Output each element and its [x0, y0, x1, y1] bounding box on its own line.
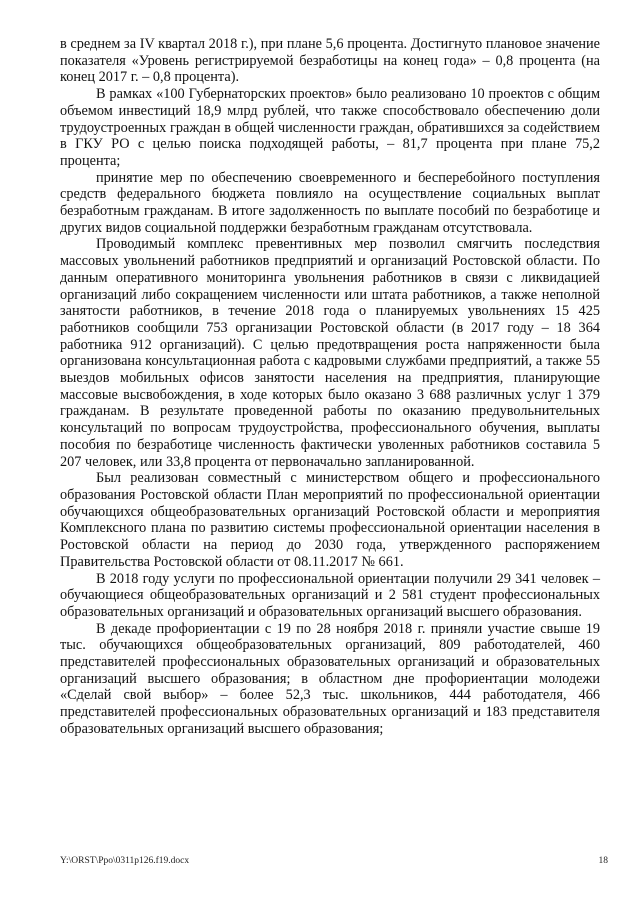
- document-body: [60, 36, 600, 738]
- paragraph-3: принятие мер по обеспечению своевременного и бесперебойного поступления средств федерального бюджета повлияло на осуществление социальных выплат безработным гражданам. В итоге задолженность по выплате пособий по безработице и других видов социальной поддержки безработным гражданам отсутствовала.: [60, 169, 600, 236]
- paragraph-7: В декаде профориентации с 19 по 28 ноября 2018 г. приняли участие свыше 19 тыс. обучающихся общеобразовательных организаций, 809 работодателей, 460 представителей профессиональных образовательных организаций и образовательных организаций высшего образования; в областном дне профориентации молодежи «Сделай свой выбор» – более 52,3 тыс. школьников, 444 работодателя, 466 представителей профессиональных образовательных организаций и 183 представителя образовательных организаций высшего образования;: [60, 620, 600, 737]
- paragraph-4: Проводимый комплекс превентивных мер позволил смягчить последствия массовых увольнений работников предприятий и организаций Ростовской области. По данным оперативного мониторинга увольнения работников в связи с ликвидацией организаций либо сокращением численности или штата работников, а также неполной занятости работников, в течение 2018 года о планируемых увольнениях 15 425 работников сообщили 753 организации Ростовской области (в 2017 году – 18 364 работника 912 организаций). С целью предотвращения роста напряженности была организована консультационная работа с кадровыми службами предприятий, а также 55 выездов мобильных офисов занятости населения на предприятия, планирующие массовые высвобождения, в ходе которых было оказано 3 688 различных услуг 1 379 гражданам. В результате проведенной работы по оказанию предувольнительных консультаций по вопросам трудоустройства, профессионального обучения, выплаты пособия по безработице численность фактически уволенных работников составила 5 207 человек, или 33,8 процента от первоначально запланированной.: [60, 236, 600, 470]
- paragraph-2: В рамках «100 Губернаторских проектов» было реализовано 10 проектов с общим объемом инвестиций 18,9 млрд рублей, что также способствовало обеспечению доли трудоустроенных граждан в общей численности граждан, обратившихся за содействием в ГКУ РО с целью поиска подходящей работы, – 81,7 процента при плане 75,2 процента;: [60, 86, 600, 169]
- paragraph-5: Был реализован совместный с министерством общего и профессионального образования Ростовской области План мероприятий по профессиональной ориентации обучающихся общеобразовательных организаций Ростовской области и мероприятия Комплексного плана по развитию системы профессиональной ориентации населения в Ростовской области на период до 2030 года, утвержденного распоряжением Правительства Ростовской области от 08.11.2017 № 661.: [60, 470, 600, 570]
- paragraph-1: в среднем за IV квартал 2018 г.), при плане 5,6 процента. Достигнуто плановое значение показателя «Уровень регистрируемой безработицы на конец года» – 0,8 процента (на конец 2017 г. – 0,8 процента).: [60, 36, 600, 86]
- footer-file-path: Y:\ORST\Ppo\0311p126.f19.docx: [60, 856, 190, 866]
- paragraph-6: В 2018 году услуги по профессиональной ориентации получили 29 341 человек – обучающиеся общеобразовательных организаций и 2 581 студент профессиональных образовательных организаций и образовательных организаций высшего образования.: [60, 570, 600, 620]
- footer-page-number: 18: [598, 856, 608, 866]
